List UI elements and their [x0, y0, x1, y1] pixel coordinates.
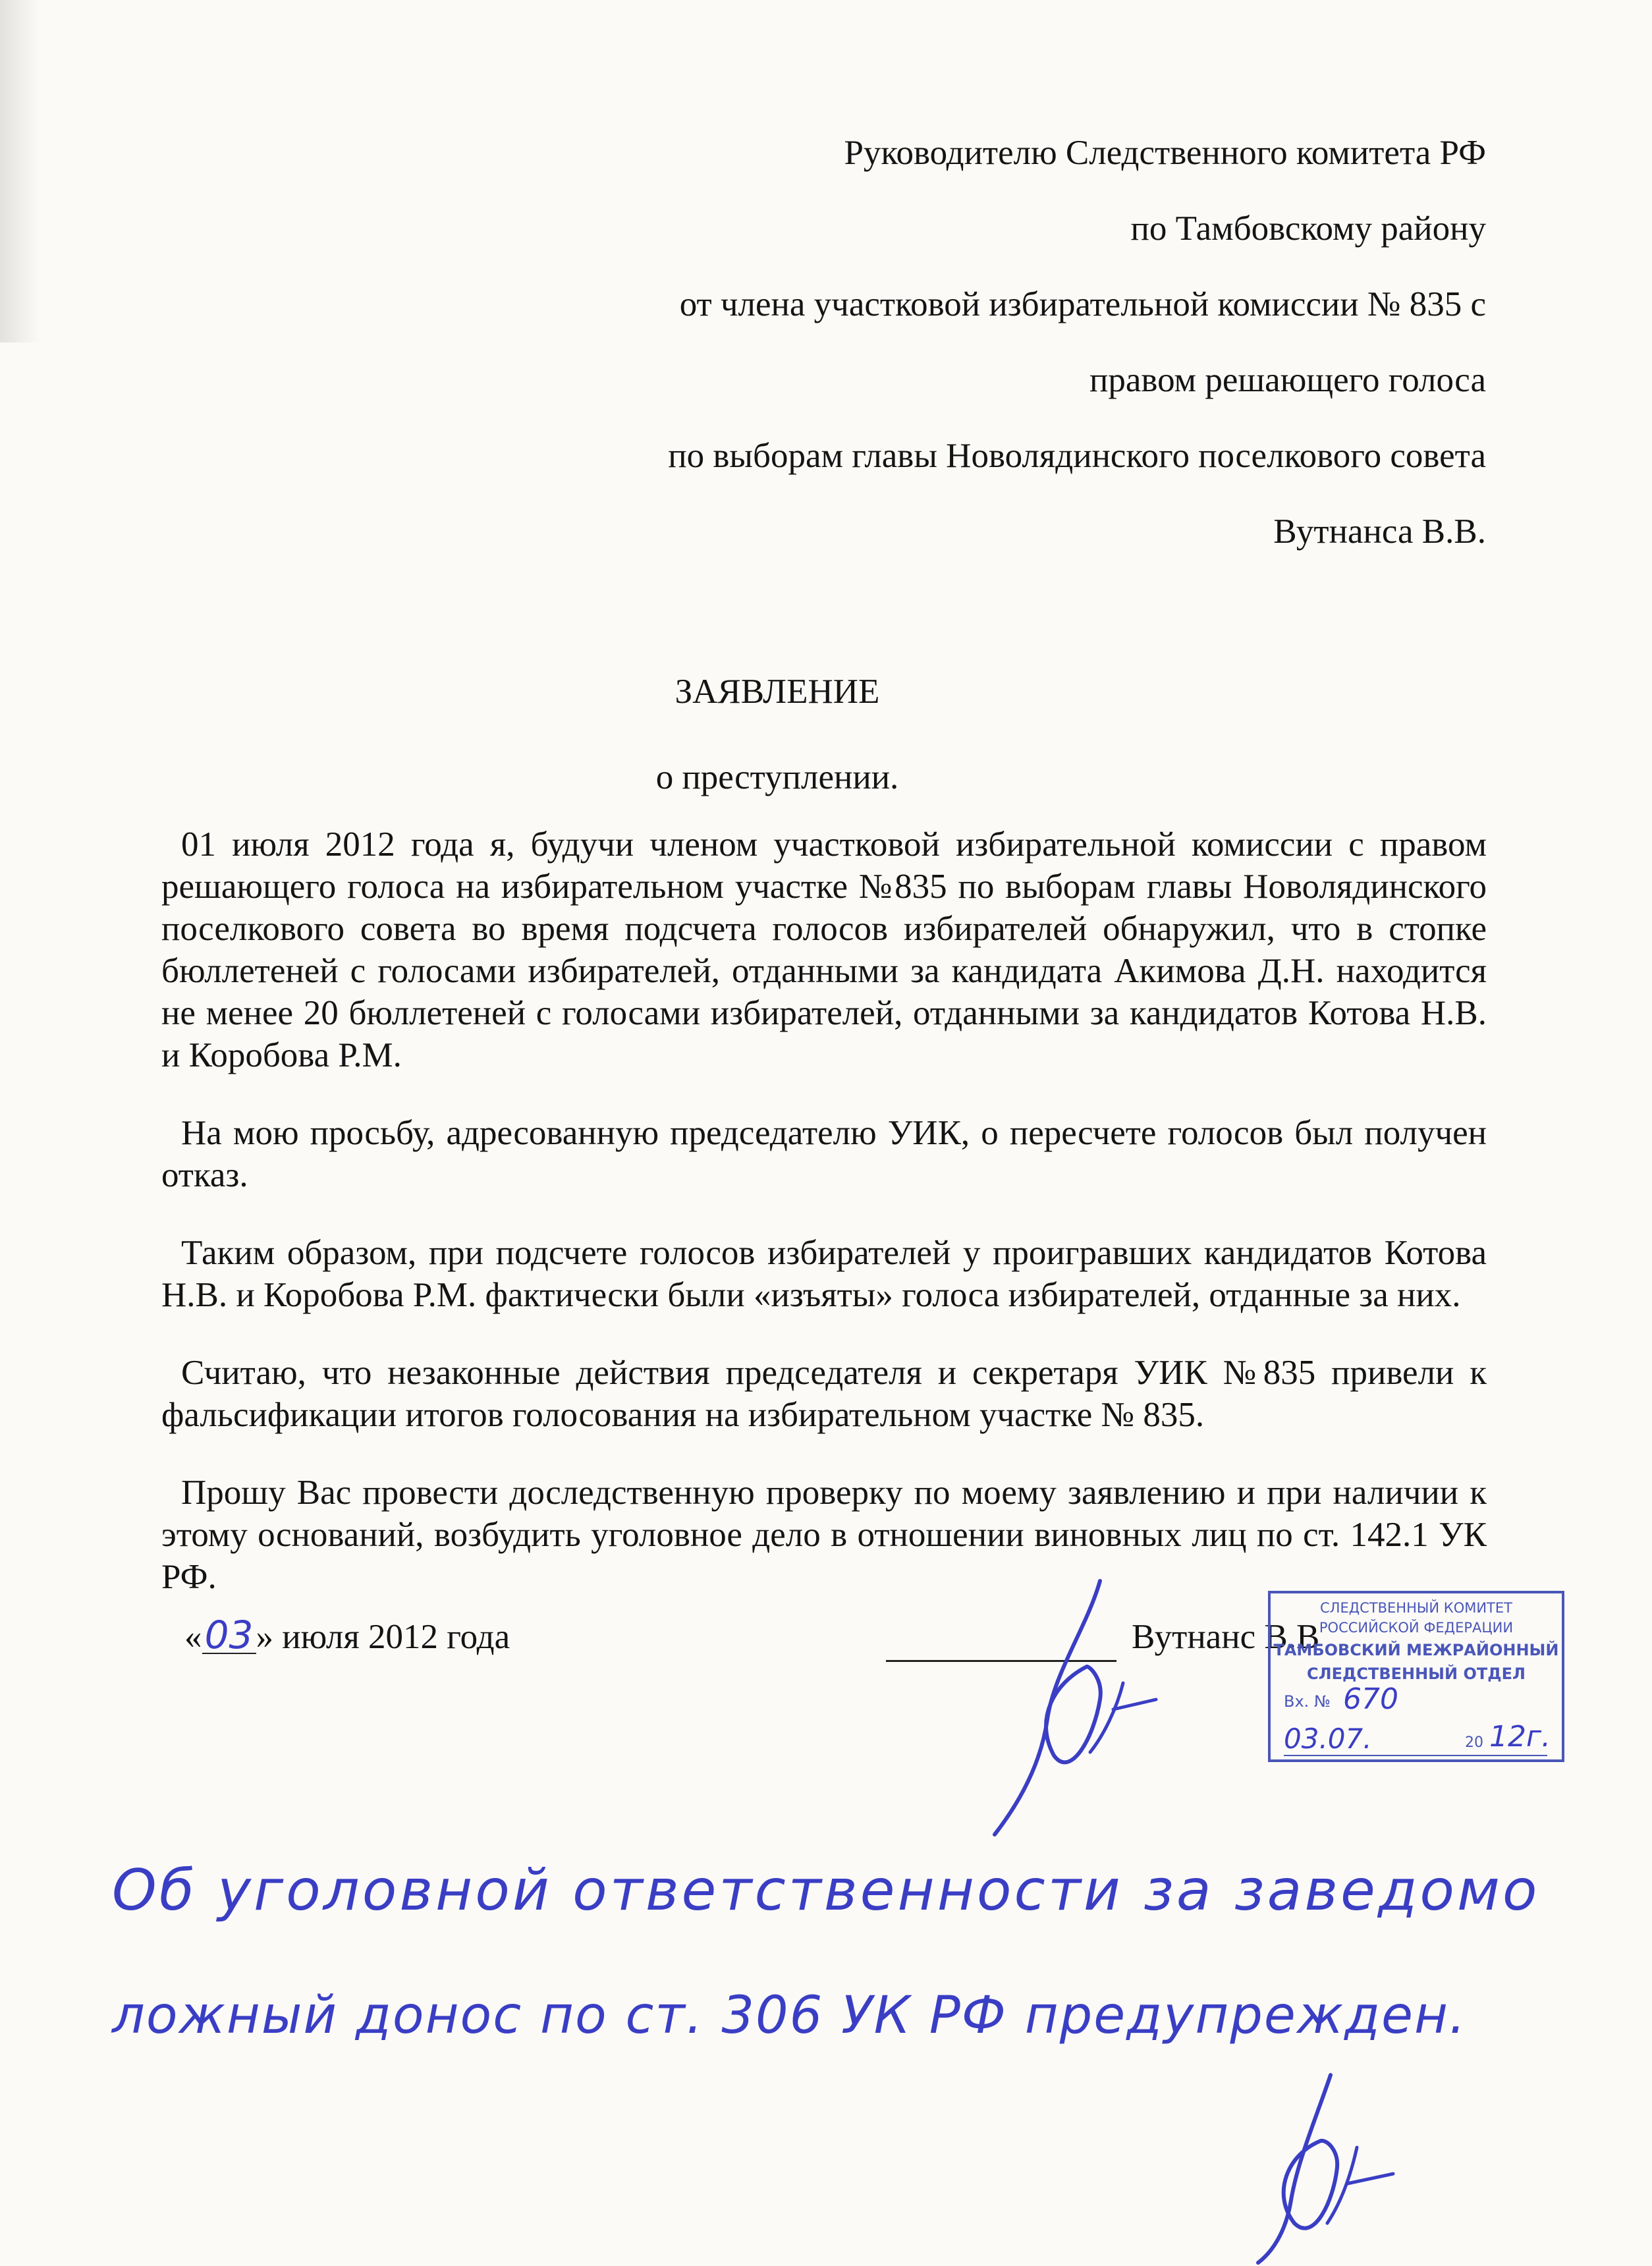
stamp-year-prefix: 20 [1465, 1734, 1483, 1751]
addressee-line: Руководителю Следственного комитета РФ [844, 134, 1486, 172]
stamp-line: СЛЕДСТВЕННЫЙ ОТДЕЛ [1307, 1665, 1526, 1683]
date-close-quote: » [256, 1618, 273, 1656]
paragraph: Прошу Вас провести доследственную проверку по моему заявлению и при наличии к этому оснований, возбудить уголовное дело в отношении виновных лиц по ст. 142.1 УК РФ. [161, 1474, 1487, 1596]
date-open-quote: « [184, 1618, 202, 1656]
signature-scribble [955, 1568, 1205, 1844]
addressee-line: правом решающего голоса [1089, 361, 1486, 399]
paragraph: Таким образом, при подсчете голосов избирателей у проигравших кандидатов Котова Н.В. и Коробова Р.М. фактически были «изъяты» голоса избирателей, отданные за них. [161, 1234, 1487, 1314]
scan-shadow [0, 0, 40, 343]
addressee-line: Вутнанса В.В. [1273, 512, 1486, 551]
paragraph: Считаю, что незаконные действия председателя и секретаря УИК №835 привели к фальсификации итогов голосования на избирательном участке № 835. [161, 1354, 1487, 1434]
stamp-line: СЛЕДСТВЕННЫЙ КОМИТЕТ [1320, 1600, 1512, 1616]
addressee-block [668, 115, 1486, 570]
statement-body [161, 823, 1487, 1634]
addressee-line: по выборам главы Новолядинского поселкового совета [668, 437, 1486, 475]
stamp-incoming-label: Вх. № [1284, 1692, 1331, 1711]
date-line [184, 1613, 510, 1657]
stamp-year: 12г. [1489, 1720, 1551, 1754]
handwritten-note [112, 1828, 1627, 2078]
stamp-date: 03.07. [1284, 1723, 1372, 1755]
handwritten-line: ложный донос по ст. 306 УК РФ предупрежден. [112, 1986, 1467, 2045]
registration-stamp [1268, 1591, 1564, 1762]
document-title: ЗАЯВЛЕНИЕ [675, 673, 880, 711]
addressee-line: от члена участковой избирательной комиссии № 835 с [679, 285, 1486, 323]
signer-name: Вутнанс В.В [1132, 1618, 1320, 1656]
paragraph: 01 июля 2012 года я, будучи членом участковой избирательной комиссии с правом решающего голоса на избирательном участке №835 по выборам главы Новолядинского поселкового совета во время подсчета голосов избирателей обнаружил, что в стопке бюллетеней с голосами избирателей, отданными за кандидата Акимова Д.Н. находится не менее 20 бюллетеней с голосами избирателей, отданными за кандидатов Котова Н.В. и Коробова Р.М. [161, 825, 1487, 1074]
paragraph: На мою просьбу, адресованную председателю УИК, о пересчете голосов был получен отказ. [161, 1114, 1487, 1194]
stamp-underline [1284, 1755, 1547, 1756]
signature-scribble-bottom [1225, 2068, 1449, 2266]
stamp-incoming-number: 670 [1343, 1682, 1398, 1716]
document-subtitle: о преступлении. [655, 758, 899, 796]
addressee-line: по Тамбовскому району [1130, 209, 1486, 248]
date-day-handwritten: 03 [202, 1617, 256, 1654]
stamp-line: ТАМБОВСКИЙ МЕЖРАЙОННЫЙ [1273, 1641, 1559, 1659]
stamp-line: РОССИЙСКОЙ ФЕДЕРАЦИИ [1319, 1620, 1514, 1636]
date-rest: июля 2012 года [282, 1618, 510, 1656]
handwritten-line: Об уголовной ответственности за заведомо [112, 1858, 1540, 1923]
